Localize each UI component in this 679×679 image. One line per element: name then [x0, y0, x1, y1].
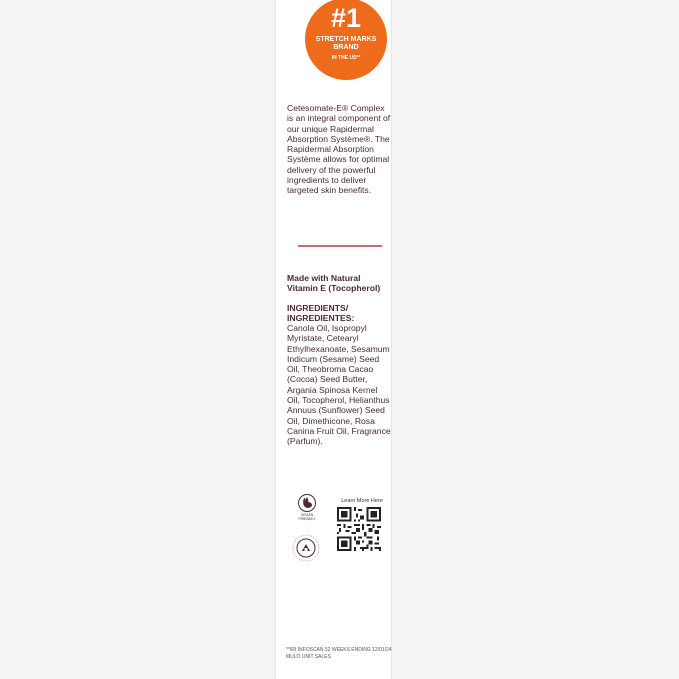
ingredients-list: Canola Oil, Isopropyl Myristate, Cetearyl Ethylhexanoate, Sesamum Indicum (Sesame) Seed Oil, Theobroma Cacao (Cocoa) Seed Butter, Argania Spinosa Kernel Oil, Tocopherol, Helianthus Annuus (Sunflower) Seed Oil, Dimethicone, Rosa Canina Fruit Oil, Fragrance (Parfum).: [287, 323, 391, 447]
number-one-badge: [305, 0, 387, 80]
qr-code[interactable]: [337, 507, 381, 551]
cruelty-free-icon: [289, 531, 323, 565]
learn-more-label: Learn More Here: [341, 498, 383, 504]
badge-line-2: BRAND: [333, 44, 359, 51]
footnote: **IRI INFOSCAN 52 WEEKS ENDING 12/01/24 MULO UNIT SALES: [286, 647, 392, 660]
made-with-vitamin-e: Made with Natural Vitamin E (Tocopherol): [287, 273, 381, 294]
badge-line-3: IN THE US**: [331, 55, 361, 61]
vegan-label: VEGAN FRIENDLY: [298, 513, 316, 521]
vegan-friendly-icon: [293, 494, 321, 528]
badge-line-1: STRETCH MARKS: [315, 36, 377, 43]
product-box-side-panel: [275, 0, 392, 679]
complex-description: Cetesomate-E® Complex is an integral component of our unique Rapidermal Absorption Système®. The Rapidermal Absorption Système allows for optimal delivery of the powerful ingredients to deliver targeted skin benefits.: [287, 103, 391, 196]
ingredients-heading: INGREDIENTS/ INGREDIENTES:: [287, 303, 355, 324]
section-divider: [298, 245, 382, 247]
badge-number: #1: [330, 3, 362, 33]
